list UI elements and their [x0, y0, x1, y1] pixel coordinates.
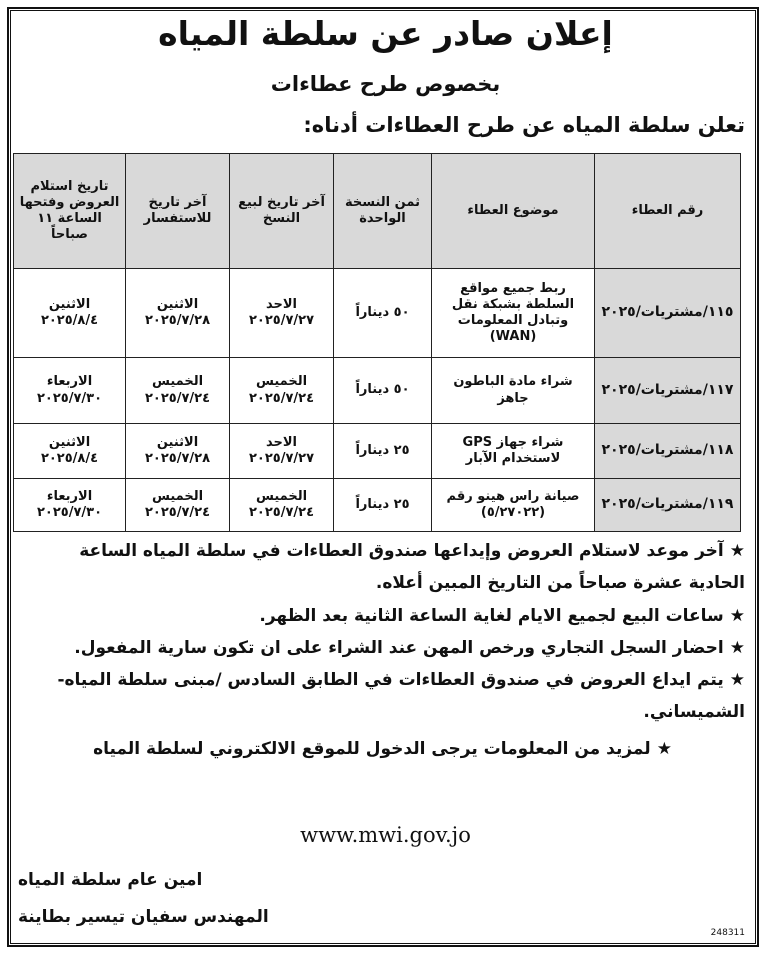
opening-date-value: ٢٠٢٥/٧/٣٠: [36, 390, 103, 406]
table-row: [14, 479, 741, 532]
sale-date: ٢٠٢٥/٧/٢٤: [248, 505, 315, 520]
sale-date: ٢٠٢٥/٧/٢٧: [248, 451, 315, 466]
sale-deadline: [230, 358, 334, 424]
page-subtitle: بخصوص طرح عطاءات: [270, 72, 501, 96]
table-header-row: [14, 154, 741, 269]
signature-title: امين عام سلطة المياه: [18, 870, 203, 890]
star-icon: ★: [729, 541, 745, 561]
header-tender-number: رقم العطاء: [595, 154, 741, 269]
inquiry-deadline: [126, 479, 230, 532]
inquiry-day: الخميس: [151, 374, 204, 390]
notes-section: [20, 535, 745, 765]
opening-date: [14, 269, 126, 358]
website-url: www.mwi.gov.jo: [300, 823, 471, 847]
opening-date: [14, 358, 126, 424]
tender-number: ١١٩/مشتريات/٢٠٢٥: [595, 479, 741, 532]
inquiry-deadline: [126, 358, 230, 424]
ad-code: 248311: [710, 928, 745, 938]
sale-deadline: [230, 479, 334, 532]
header-price: ثمن النسخة الواحدة: [334, 154, 432, 269]
note-item: [20, 600, 745, 632]
tender-number: ١١٨/مشتريات/٢٠٢٥: [595, 424, 741, 479]
tender-price: ٢٥ ديناراً: [334, 424, 432, 479]
tender-price: ٥٠ ديناراً: [334, 358, 432, 424]
opening-day: الاثنين: [48, 434, 91, 450]
opening-day: الاربعاء: [46, 374, 93, 390]
table-row: [14, 269, 741, 358]
sale-day: الخميس: [255, 374, 308, 390]
inquiry-date: ٢٠٢٥/٧/٢٤: [144, 390, 211, 406]
intro-text: تعلن سلطة المياه عن طرح العطاءات أدناه:: [303, 113, 745, 137]
star-icon: ★: [729, 605, 745, 626]
star-icon: ★: [656, 738, 672, 759]
opening-day: الاثنين: [48, 296, 91, 312]
inquiry-day: الاثنين: [156, 296, 199, 312]
header-subject: موضوع العطاء: [432, 154, 595, 269]
sale-day: الاحد: [265, 296, 297, 312]
tender-number: ١١٧/مشتريات/٢٠٢٥: [595, 358, 741, 424]
sale-date: ٢٠٢٥/٧/٢٧: [248, 313, 315, 328]
tender-number: ١١٥/مشتريات/٢٠٢٥: [595, 269, 741, 358]
tenders-table: [13, 153, 741, 532]
star-icon: ★: [729, 637, 745, 658]
header-sale-deadline: آخر تاريخ لبيع النسخ: [230, 154, 334, 269]
tender-price: ٥٠ ديناراً: [334, 269, 432, 358]
inquiry-day: الخميس: [151, 488, 204, 504]
opening-date-value: ٢٠٢٥/٨/٤: [40, 451, 99, 466]
tender-subject: ربط جميع مواقع السلطة بشبكة نقل وتبادل المعلومات (WAN): [432, 269, 595, 358]
sale-deadline: [230, 269, 334, 358]
header-opening-date: تاريخ استلام العروض وفتحها الساعة ١١ صباحاً: [14, 154, 126, 269]
opening-day: الاربعاء: [46, 488, 93, 504]
note-text: يتم ايداع العروض في صندوق العطاءات في الطابق السادس /مبنى سلطة المياه- الشميساني.: [57, 670, 745, 723]
page-title: إعلان صادر عن سلطة المياه: [158, 14, 613, 53]
inquiry-deadline: [126, 424, 230, 479]
opening-date-value: ٢٠٢٥/٨/٤: [40, 313, 99, 328]
tender-price: ٢٥ ديناراً: [334, 479, 432, 532]
table-row: [14, 358, 741, 424]
note-item: [20, 632, 745, 664]
star-icon: ★: [729, 670, 745, 691]
inquiry-date: ٢٠٢٥/٧/٢٤: [144, 505, 211, 520]
sale-day: الخميس: [255, 488, 308, 504]
more-info-text: لمزيد من المعلومات يرجى الدخول للموقع الالكتروني لسلطة المياه: [93, 738, 651, 759]
tender-subject: صيانة راس هينو رقم (٥/٢٧٠٢٢): [432, 479, 595, 532]
sale-deadline: [230, 424, 334, 479]
inquiry-date: ٢٠٢٥/٧/٢٨: [144, 313, 211, 328]
table-row: [14, 424, 741, 479]
note-text: احضار السجل التجاري ورخص المهن عند الشراء على ان تكون سارية المفعول.: [74, 637, 724, 658]
inquiry-date: ٢٠٢٥/٧/٢٨: [144, 451, 211, 466]
sale-day: الاحد: [265, 434, 297, 450]
opening-date: [14, 479, 126, 532]
note-item: [20, 535, 745, 600]
opening-date-value: ٢٠٢٥/٧/٣٠: [36, 505, 103, 520]
opening-date: [14, 424, 126, 479]
tender-subject: شراء مادة الباطون جاهز: [432, 358, 595, 424]
header-inquiry-deadline: آخر تاريخ للاستفسار: [126, 154, 230, 269]
note-text: آخر موعد لاستلام العروض وإيداعها صندوق العطاءات في سلطة المياه الساعة الحادية عشرة صباحاً من التاريخ المبين أعلاه.: [79, 541, 745, 594]
tender-subject: شراء جهاز GPS لاستخدام الآبار: [432, 424, 595, 479]
inquiry-deadline: [126, 269, 230, 358]
note-text: ساعات البيع لجميع الايام لغاية الساعة الثانية بعد الظهر.: [259, 605, 724, 626]
signature-name: المهندس سفيان تيسير بطاينة: [18, 907, 269, 927]
sale-date: ٢٠٢٥/٧/٢٤: [248, 390, 315, 406]
more-info: [20, 733, 745, 765]
inquiry-day: الاثنين: [156, 434, 199, 450]
note-item: [20, 664, 745, 729]
